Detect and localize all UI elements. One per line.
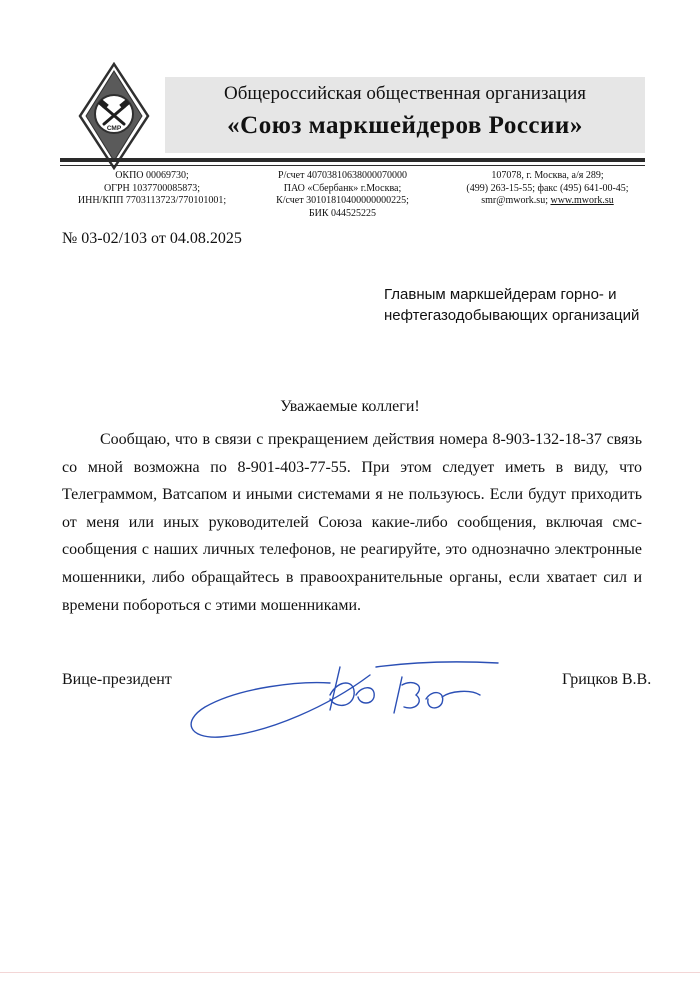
- ogrn: ОГРН 1037700085873;: [103, 182, 201, 194]
- email-website-line: [450, 195, 645, 208]
- header-divider: [60, 158, 645, 162]
- addressee: [384, 284, 639, 326]
- requisites-registration: [62, 170, 242, 208]
- letter-body: Сообщаю, что в связи с прекращением действия номера 8-903-132-18-37 связь со мной возможна по 8-901-403-77-55. При этом следует иметь в виду, что Телеграммом, Ватсапом и иными системами я не пользуюсь. Если будут приходить от меня или иных руководителей Союза какие-либо сообщения, включая смс-сообщения с наших личных телефонов, не реагируйте, это однозначно электронные мошенники, либо обращайтесь в правоохранительные органы, если хватает сил и времени побороться с этими мошенниками.: [62, 431, 642, 614]
- email-link[interactable]: smr@mwork.su;: [481, 195, 548, 206]
- document-number: № 03-02/103 от 04.08.2025: [62, 230, 242, 247]
- org-name-line2: «Союз маркшейдеров России»: [227, 112, 583, 139]
- okpo: ОКПО 00069730;: [115, 170, 189, 181]
- requisites-bank: [255, 170, 430, 220]
- signatory-title: Вице-президент: [62, 671, 172, 688]
- logo-text: СМР: [106, 125, 122, 132]
- header-divider-thin: [60, 165, 645, 166]
- bik: БИК 044525225: [308, 207, 377, 219]
- inn-kpp: ИНН/КПП 7703113723/770101001;: [77, 195, 227, 206]
- page-edge-line: [0, 972, 700, 973]
- requisites-contacts: [450, 170, 645, 208]
- bank-name: ПАО «Сбербанк» г.Москва;: [283, 182, 402, 194]
- addressee-line1: Главным маркшейдерам горно- и: [384, 286, 617, 303]
- addressee-line2: нефтегазодобывающих организаций: [384, 307, 640, 324]
- org-logo: [78, 62, 150, 170]
- postal-address: 107078, г. Москва, а/я 289;: [491, 170, 604, 181]
- org-name-line1: Общероссийская общественная организация: [224, 83, 586, 104]
- phones: (499) 263-15-55; факс (495) 641-00-45;: [466, 182, 629, 194]
- handwritten-signature: [180, 655, 510, 745]
- website-link[interactable]: www.mwork.su: [550, 195, 614, 206]
- signatory-name: Грицков В.В.: [562, 671, 652, 688]
- correspondent-account: К/счет 30101810400000000225;: [276, 195, 409, 206]
- greeting: Уважаемые коллеги!: [280, 398, 420, 415]
- settlement-account: Р/счет 40703810638000070000: [278, 170, 407, 181]
